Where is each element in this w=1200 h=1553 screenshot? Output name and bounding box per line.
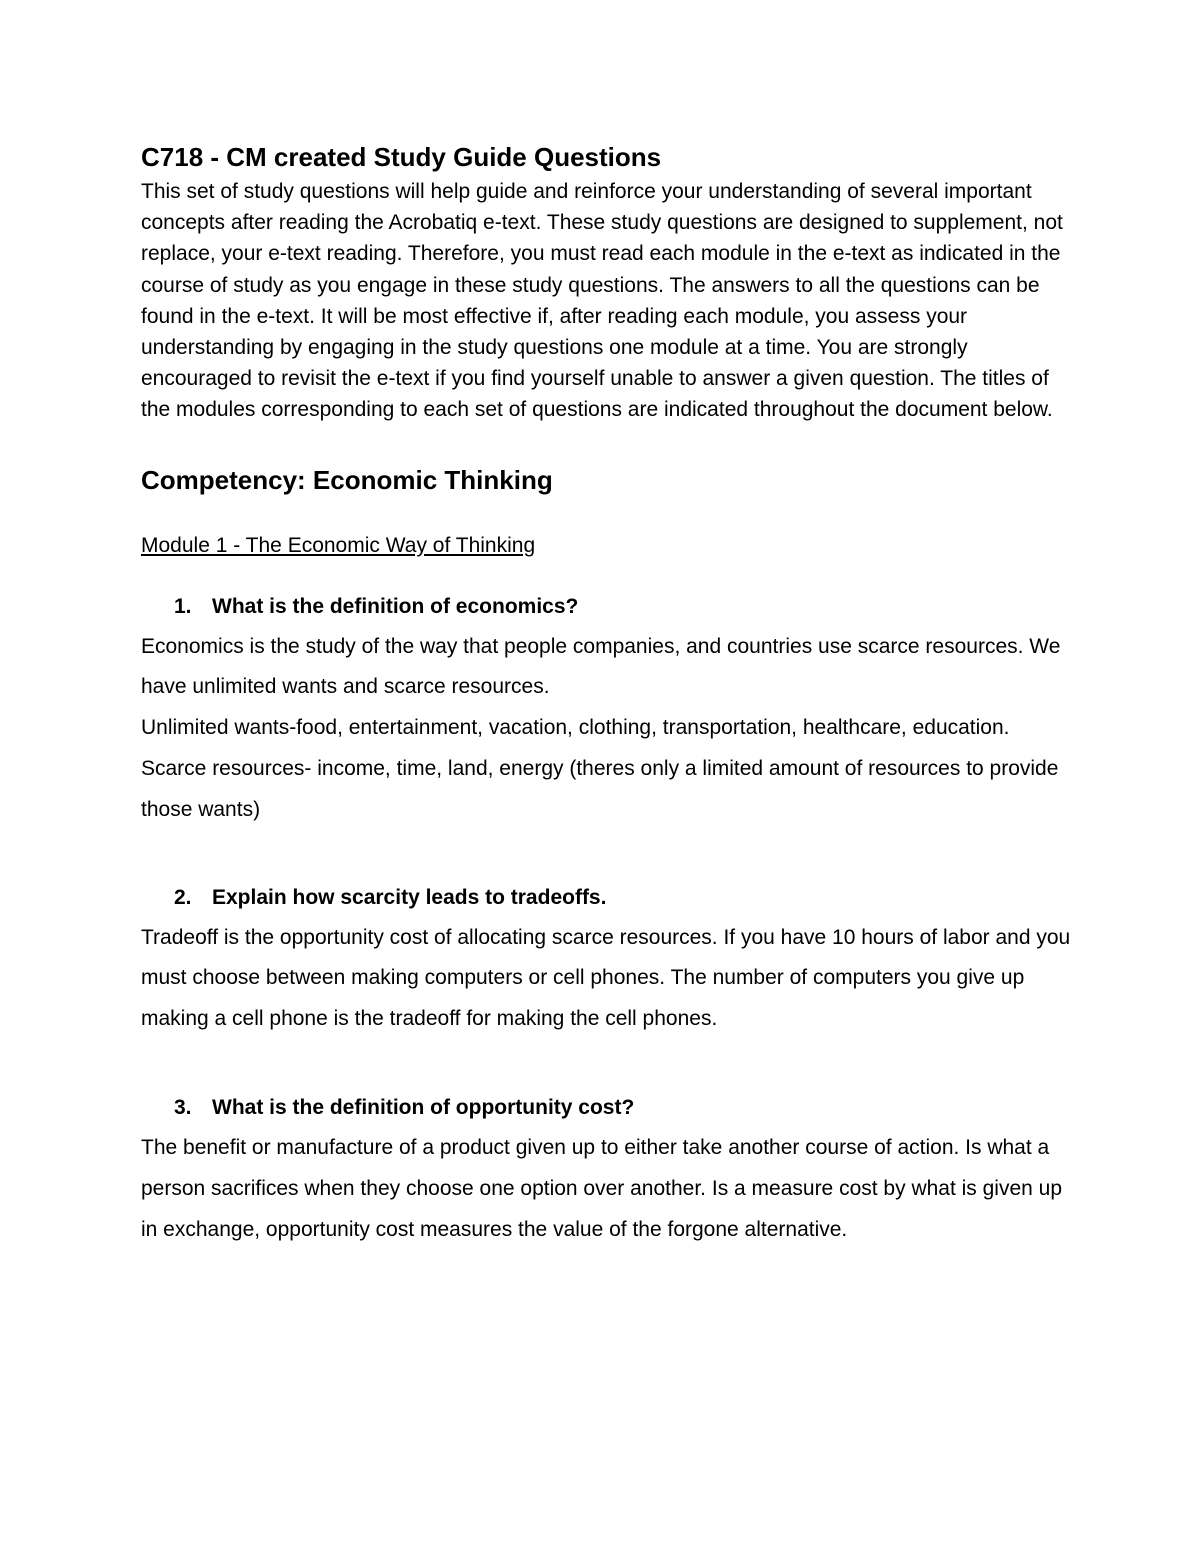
question-number: 2. <box>174 885 192 909</box>
answer-2 <box>141 918 1071 1040</box>
document-page <box>141 138 1071 1250</box>
answer-paragraph: The benefit or manufacture of a product given up to either take another course of action. Is what a person sacrifices when they choose one option over another. Is a measure cost by what is given up in exchange, opportunity cost measures the value of the forgone alternative. <box>141 1136 1063 1241</box>
question-text: What is the definition of opportunity cost? <box>212 1096 635 1119</box>
question-number: 1. <box>174 594 192 618</box>
question-1 <box>141 591 1071 623</box>
answer-paragraph: Scarce resources- income, time, land, energy (theres only a limited amount of resources to provide those wants) <box>141 757 1059 821</box>
answer-paragraph: Tradeoff is the opportunity cost of allocating scarce resources. If you have 10 hours of labor and you must choose between making computers or cell phones. The number of computers you give up making a cell phone is the tradeoff for making the cell phones. <box>141 925 1071 1031</box>
question-2 <box>141 882 1071 914</box>
document-title: C718 - CM created Study Guide Questions <box>141 142 662 172</box>
module-heading: Module 1 - The Economic Way of Thinking <box>141 533 536 557</box>
answer-paragraph: Unlimited wants-food, entertainment, vacation, clothing, transportation, healthcare, education. <box>141 716 1010 740</box>
answer-paragraph: Economics is the study of the way that people companies, and countries use scarce resources. We have unlimited wants and scarce resources. <box>141 634 1061 699</box>
question-number: 3. <box>174 1096 192 1119</box>
competency-heading: Competency: Economic Thinking <box>141 464 553 495</box>
question-text: What is the definition of economics? <box>212 594 579 618</box>
answer-1 <box>141 627 1071 831</box>
question-text: Explain how scarcity leads to tradeoffs. <box>212 885 607 909</box>
question-3 <box>141 1092 1071 1124</box>
answer-3 <box>141 1128 1071 1250</box>
intro-paragraph: This set of study questions will help guide and reinforce your understanding of several important concepts after reading the Acrobatiq e-text. These study questions are designed to supplement, not replace, your e-text reading. Therefore, you must read each module in the e-text as indicated in the course of study as you engage in these study questions. The answers to all the questions can be found in the e-text. It will be most effective if, after reading each module, you assess your understanding by engaging in the study questions one module at a time. You are strongly encouraged to revisit the e-text if you find yourself unable to answer a given question. The titles of the modules corresponding to each set of questions are indicated throughout the document below. <box>141 180 1063 422</box>
